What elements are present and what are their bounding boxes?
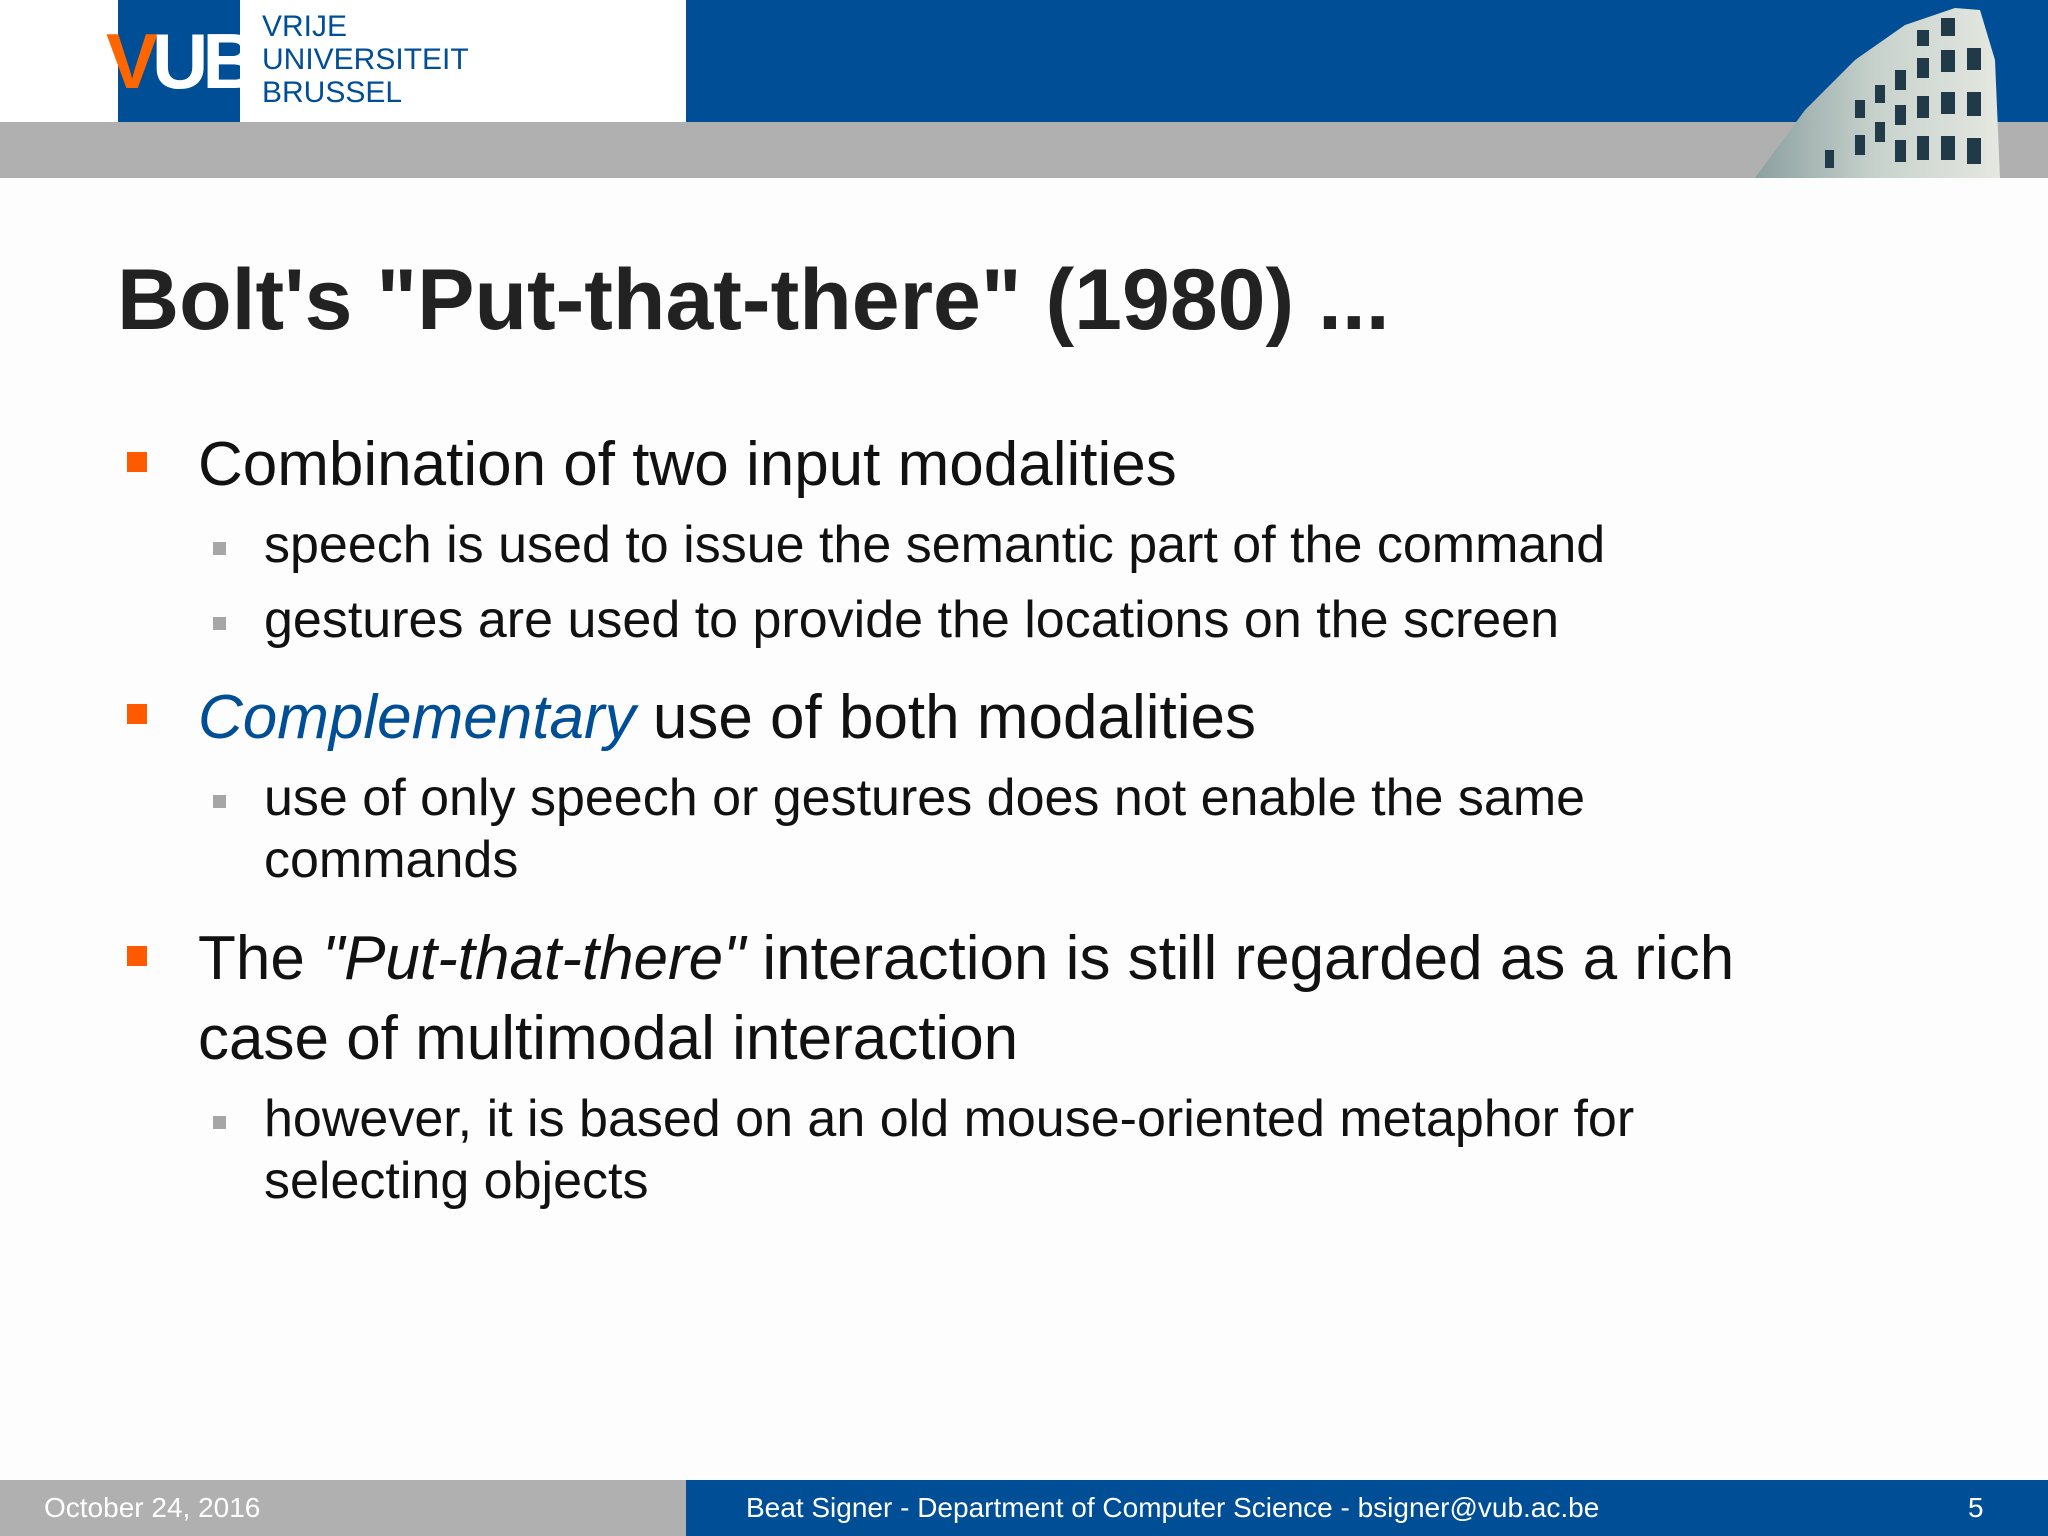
bullet-line-rest: interaction is still regarded as a rich — [745, 924, 1735, 993]
university-name-line: VRIJE — [262, 10, 348, 43]
sub-bullet-square-icon — [213, 542, 226, 555]
sub-bullet-square-icon — [213, 1116, 226, 1129]
sub-bullet-text — [264, 767, 1585, 891]
bullet-text-rest: use of both modalities — [635, 683, 1256, 752]
bullet-square-icon — [127, 452, 147, 472]
sub-bullet-square-icon — [213, 617, 226, 630]
emphasis-text: Complementary — [198, 683, 636, 752]
bullet-prefix: The — [198, 924, 323, 993]
vub-logo: VUB — [106, 17, 253, 105]
sub-bullet-line: selecting objects — [264, 1152, 649, 1210]
sub-bullet-text: gestures are used to provide the locations on the screen — [264, 591, 1560, 649]
bullet-square-icon — [127, 704, 147, 724]
university-name-line: UNIVERSITEIT — [262, 43, 469, 76]
bullet-text — [198, 678, 1256, 758]
sub-bullet-line: commands — [264, 831, 519, 889]
emphasis-text: "Put-that-there" — [322, 924, 746, 993]
slide-title: Bolt's "Put-that-there" (1980) ... — [117, 252, 1390, 348]
footer-date: October 24, 2016 — [44, 1492, 261, 1523]
university-name-line: BRUSSEL — [262, 76, 403, 109]
university-name — [262, 10, 469, 109]
bullet-line — [198, 919, 1734, 999]
bullet-text: Combination of two input modalities — [198, 430, 1177, 499]
bullet-square-icon — [127, 946, 147, 966]
building-photo — [1745, 0, 2005, 178]
sub-bullet-text: speech is used to issue the semantic part of the command — [264, 516, 1606, 574]
sub-bullet-line: however, it is based on an old mouse-oriented metaphor for — [264, 1090, 1635, 1148]
bullet-text — [198, 919, 1734, 1079]
footer-author: Beat Signer - Department of Computer Science - bsigner@vub.ac.be — [746, 1492, 1600, 1523]
sub-bullet-text — [264, 1088, 1634, 1212]
sub-bullet-line: use of only speech or gestures does not enable the same — [264, 769, 1586, 827]
bullet-line: case of multimodal interaction — [198, 1004, 1019, 1073]
page-number: 5 — [1968, 1492, 1984, 1523]
sub-bullet-square-icon — [213, 795, 226, 808]
header-grey-stripe — [0, 122, 2048, 178]
